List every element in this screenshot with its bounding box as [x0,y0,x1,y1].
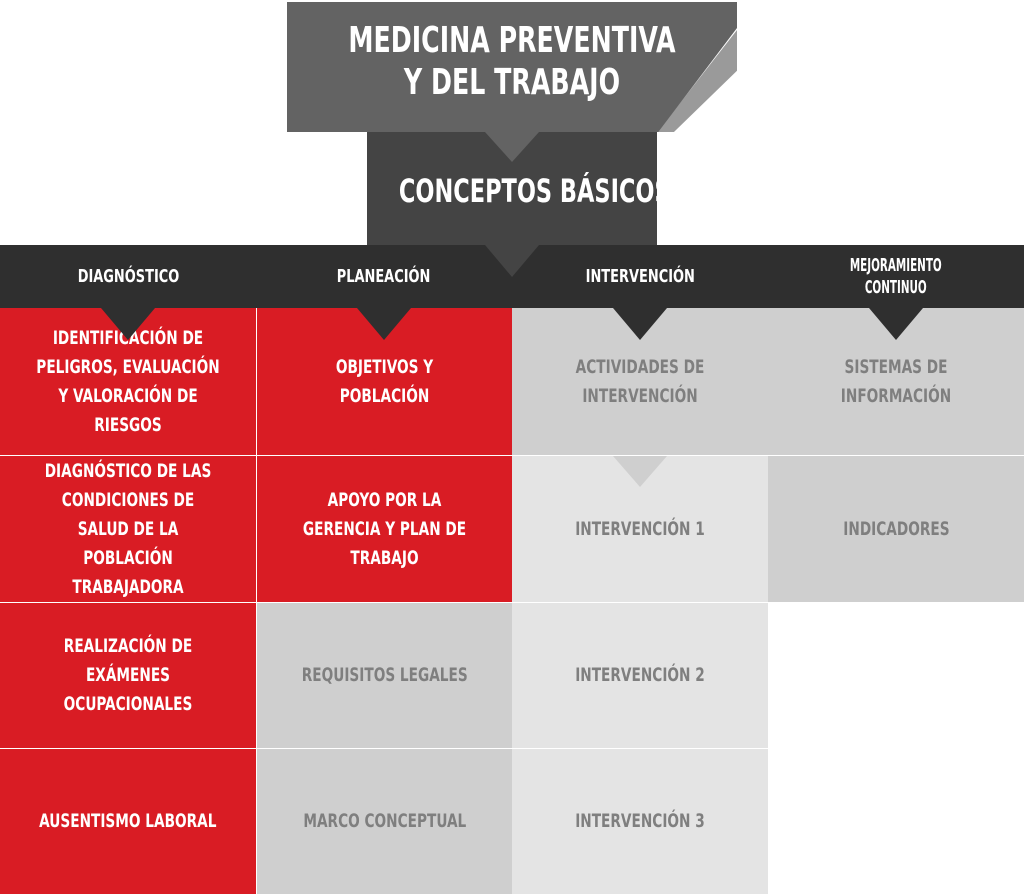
diagnostico-item-1: IDENTIFICACIÓN DE PELIGROS, EVALUACIÓN Y VALORACIÓN DE RIESGOS [0,308,256,455]
planeacion-item-1: OBJETIVOS Y POBLACIÓN [257,308,512,455]
intervencion-item-3: INTERVENCIÓN 2 [512,603,768,748]
header-line-2: CONTINUO [865,276,927,298]
intervencion-item-1: ACTIVIDADES DE INTERVENCIÓN [512,308,768,455]
diagnostico-item-3: REALIZACIÓN DE EXÁMENES OCUPACIONALES [0,603,256,748]
column-header-diagnostico: DIAGNÓSTICO [77,265,179,287]
header-line-1: MEJORAMIENTO [850,254,942,276]
title-arrow-over [485,132,539,162]
diagnostico-item-2: DIAGNÓSTICO DE LAS CONDICIONES DE SALUD DE LA POBLACIÓN TRABAJADORA [0,456,256,602]
title-line-2: Y DEL TRABAJO [403,62,621,103]
subtitle: CONCEPTOS BÁSICOS [398,172,671,210]
intervencion-arrow [613,456,667,487]
intervencion-item-2: INTERVENCIÓN 1 [512,456,768,602]
title-line-1: MEDICINA PREVENTIVA [348,20,676,61]
intervencion-item-4: INTERVENCIÓN 3 [512,749,768,894]
column-header-intervencion: INTERVENCIÓN [585,265,695,287]
column-header-mejoramiento [768,245,1024,308]
mejoramiento-arrow [869,308,923,340]
intervencion-header-arrow [613,308,667,340]
planeacion-item-2: APOYO POR LA GERENCIA Y PLAN DE TRABAJO [257,456,512,602]
planeacion-item-3: REQUISITOS LEGALES [257,603,512,748]
mejoramiento-item-2: INDICADORES [768,456,1024,602]
mejoramiento-item-1: SISTEMAS DE INFORMACIÓN [768,308,1024,455]
diagnostico-item-4: AUSENTISMO LABORAL [0,749,256,894]
planeacion-item-4: MARCO CONCEPTUAL [257,749,512,894]
column-header-planeacion: PLANEACIÓN [337,265,431,287]
planeacion-arrow [357,308,411,340]
page-title [337,20,688,104]
diagnostico-arrow [101,308,155,340]
